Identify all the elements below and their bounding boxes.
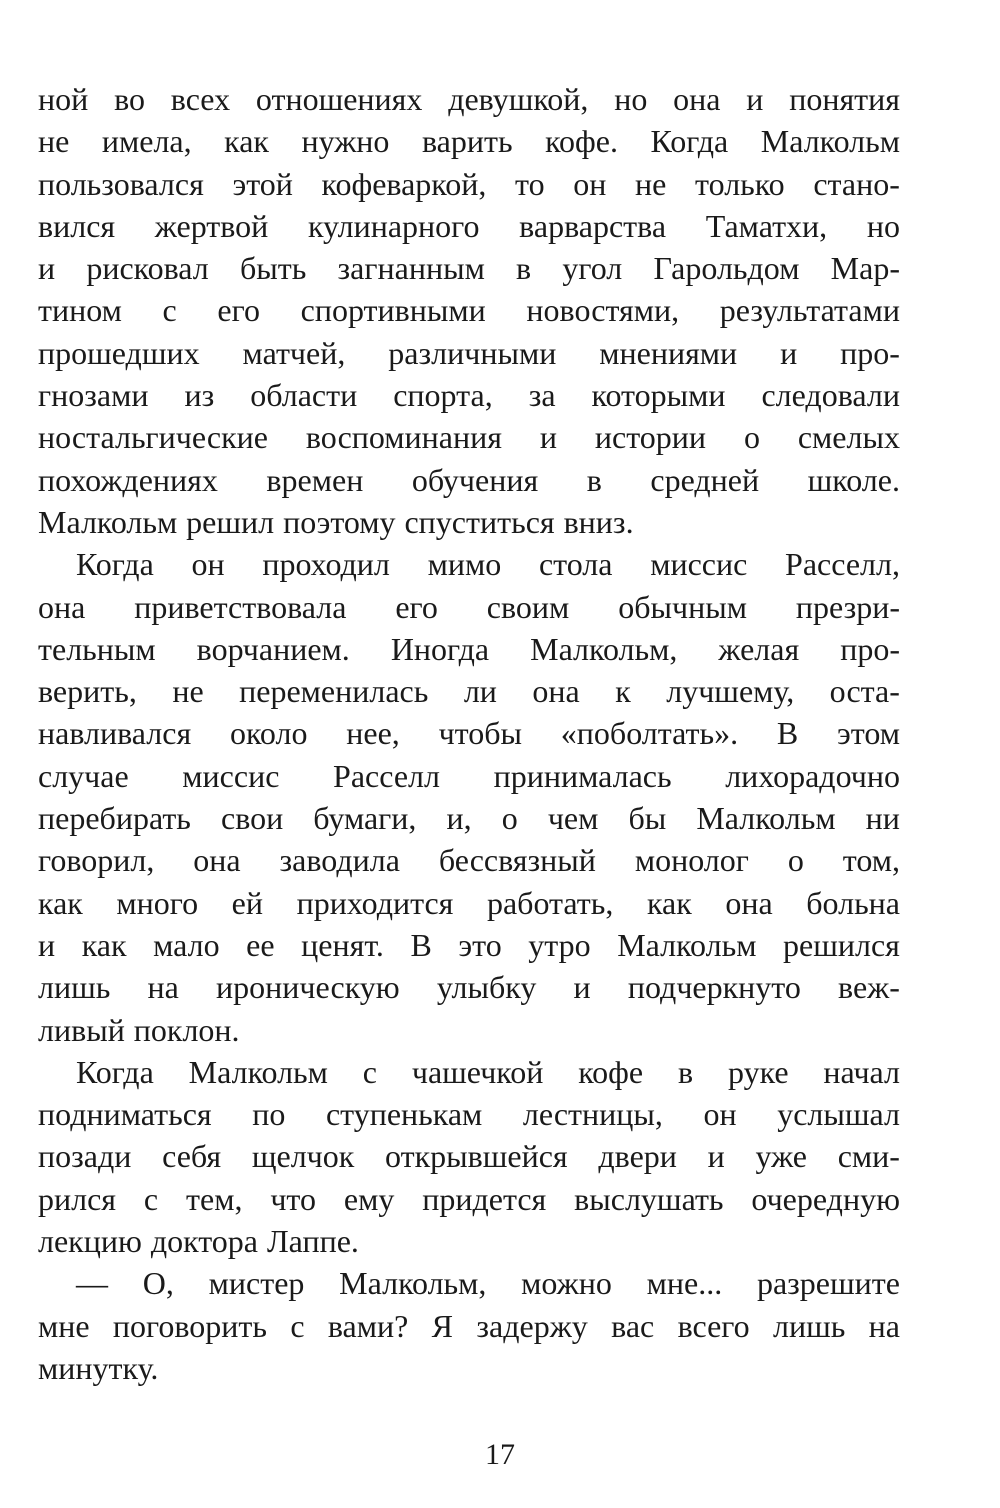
text-line: лекцию доктора Лаппе. <box>38 1223 359 1260</box>
text-line: вился жертвой кулинарного варварства Таматхи, но <box>38 207 900 244</box>
text-line: Когда он проходил мимо стола миссис Расселл, <box>76 546 900 583</box>
page-number: 17 <box>485 1438 515 1471</box>
text-line: навливался около нее, чтобы «поболтать». В этом <box>38 715 900 752</box>
text-line: перебирать свои бумаги, и, о чем бы Малкольм ни <box>38 800 900 837</box>
body-text <box>38 78 900 1389</box>
text-line: не имела, как нужно варить кофе. Когда Малкольм <box>38 123 900 160</box>
text-line: минутку. <box>38 1349 159 1386</box>
text-line: гнозами из области спорта, за которыми следовали <box>38 377 900 414</box>
text-line: как много ей приходится работать, как она больна <box>38 884 900 921</box>
text-line: говорил, она заводила бессвязный монолог о том, <box>38 842 900 879</box>
text-line: похождениях времен обучения в средней школе. <box>38 461 900 498</box>
text-line: ностальгические воспоминания и истории о смелых <box>38 419 900 456</box>
text-line: мне поговорить с вами? Я задержу вас всего лишь на <box>38 1307 900 1344</box>
text-line: рился с тем, что ему придется выслушать очередную <box>38 1180 900 1217</box>
text-line: Малкольм решил поэтому спуститься вниз. <box>38 503 634 540</box>
text-line: лишь на ироническую улыбку и подчеркнуто веж- <box>38 969 900 1006</box>
text-line: верить, не переменилась ли она к лучшему, оста- <box>38 673 900 710</box>
text-line: тином с его спортивными новостями, результатами <box>38 292 900 329</box>
text-line: она приветствовала его своим обычным презри- <box>38 588 900 625</box>
text-line: и рисковал быть загнанным в угол Гарольдом Мар- <box>38 250 900 287</box>
text-line: ливый поклон. <box>38 1011 240 1048</box>
text-line: и как мало ее ценят. В это утро Малкольм решился <box>38 926 900 963</box>
text-line: Когда Малкольм с чашечкой кофе в руке начал <box>76 1053 900 1090</box>
text-line: прошедших матчей, различными мнениями и про- <box>38 334 900 371</box>
text-line: пользовался этой кофеваркой, то он не только стано- <box>38 165 900 202</box>
text-line: тельным ворчанием. Иногда Малкольм, желая про- <box>38 630 900 667</box>
text-line: позади себя щелчок открывшейся двери и уже сми- <box>38 1138 900 1175</box>
text-line: подниматься по ступенькам лестницы, он услышал <box>38 1096 900 1133</box>
text-line: ной во всех отношениях девушкой, но она и понятия <box>38 81 900 117</box>
text-line: случае миссис Расселл принималась лихорадочно <box>38 757 900 794</box>
text-line: — О, мистер Малкольм, можно мне... разрешите <box>76 1265 900 1302</box>
